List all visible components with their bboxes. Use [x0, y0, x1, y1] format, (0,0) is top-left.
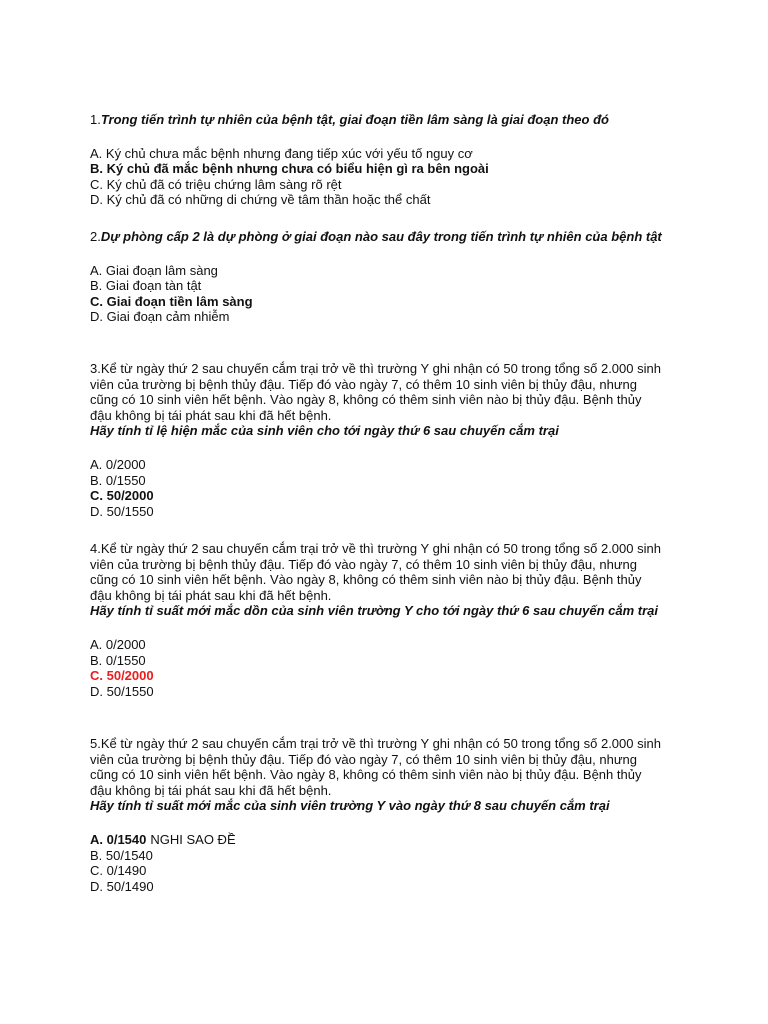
- option-d: D. Ký chủ đã có những di chứng về tâm thần hoặc thể chất: [90, 192, 431, 208]
- question-4-number: 4.: [90, 541, 101, 556]
- question-4-context: [90, 541, 662, 603]
- question-5-number: 5.: [90, 736, 101, 751]
- option-a: A. 0/2000: [90, 456, 146, 472]
- question-1-options: [90, 146, 662, 208]
- question-1-stem: [90, 112, 662, 128]
- question-5: [90, 736, 662, 894]
- option-a-text: A. 0/1540: [90, 831, 147, 847]
- question-2: [90, 229, 662, 325]
- question-3-number: 3.: [90, 361, 101, 376]
- question-4-text: Hãy tính tỉ suất mới mắc dồn của sinh viên trường Y cho tới ngày thứ 6 sau chuyến cắm trại: [90, 603, 659, 619]
- question-4-options: [90, 637, 662, 699]
- answer-note: NGHI SAO ĐỀ: [150, 831, 236, 847]
- option-a: A. 0/2000: [90, 636, 146, 652]
- question-5-text: Hãy tính tỉ suất mới mắc của sinh viên trường Y vào ngày thứ 8 sau chuyến cắm trại: [90, 798, 610, 814]
- question-5-stem: [90, 798, 662, 814]
- question-4: [90, 541, 662, 699]
- question-3: [90, 361, 662, 519]
- option-c: C. 50/2000: [90, 668, 154, 684]
- question-3-text: Hãy tính tỉ lệ hiện mắc của sinh viên cho tới ngày thứ 6 sau chuyến cắm trại: [90, 423, 559, 439]
- option-c: C. Ký chủ đã có triệu chứng lâm sàng rõ rệt: [90, 176, 342, 192]
- option-a: A. Giai đoạn lâm sàng: [90, 262, 218, 278]
- question-5-context: [90, 736, 662, 798]
- option-a: [90, 832, 662, 848]
- option-d: D. 50/1490: [90, 878, 154, 894]
- option-b: B. Giai đoạn tàn tật: [90, 278, 202, 294]
- option-a: A. Ký chủ chưa mắc bệnh nhưng đang tiếp xúc với yếu tố nguy cơ: [90, 145, 473, 161]
- question-2-text: Dự phòng cấp 2 là dự phòng ở giai đoạn nào sau đây trong tiến trình tự nhiên của bệnh tật: [100, 229, 662, 244]
- option-d: D. 50/1550: [90, 683, 154, 699]
- option-d: D. Giai đoạn cảm nhiễm: [90, 309, 230, 325]
- option-b: B. 50/1540: [90, 847, 153, 863]
- option-b: B. Ký chủ đã mắc bệnh nhưng chưa có biểu hiện gì ra bên ngoài: [90, 161, 489, 177]
- question-3-context: [90, 361, 662, 423]
- question-5-options: [90, 832, 662, 894]
- question-2-number: 2.: [90, 229, 101, 244]
- question-1: [90, 112, 662, 208]
- question-3-options: [90, 457, 662, 519]
- question-3-context-text: Kể từ ngày thứ 2 sau chuyến cắm trại trở về thì trường Y ghi nhận có 50 trong tổng số 2.000 sinh viên của trường bị bệnh thủy đậu. Tiếp đó vào ngày 7, có thêm 10 sinh viên bị thủy đậu, nhưng cũng có 10 sinh viên hết bệnh. Vào ngày 8, không có thêm sinh viên nào bị thủy đậu. Bệnh thủy đậu không bị tái phát sau khi đã hết bệnh.: [90, 361, 661, 423]
- option-c: C. Giai đoạn tiền lâm sàng: [90, 293, 253, 309]
- option-b: B. 0/1550: [90, 652, 146, 668]
- option-c: C. 0/1490: [90, 863, 147, 879]
- option-b: B. 0/1550: [90, 472, 146, 488]
- question-1-number: 1.: [90, 112, 101, 127]
- question-4-context-text: Kể từ ngày thứ 2 sau chuyến cắm trại trở về thì trường Y ghi nhận có 50 trong tổng số 2.000 sinh viên của trường bị bệnh thủy đậu. Tiếp đó vào ngày 7, có thêm 10 sinh viên bị thủy đậu, nhưng cũng có 10 sinh viên hết bệnh. Vào ngày 8, không có thêm sinh viên nào bị thủy đậu. Bệnh thủy đậu không bị tái phát sau khi đã hết bệnh.: [90, 541, 661, 603]
- question-3-stem: [90, 423, 662, 439]
- question-4-stem: [90, 603, 662, 619]
- question-2-stem: [90, 229, 662, 245]
- option-d: D. 50/1550: [90, 503, 154, 519]
- question-2-options: [90, 263, 662, 325]
- question-5-context-text: Kể từ ngày thứ 2 sau chuyến cắm trại trở về thì trường Y ghi nhận có 50 trong tổng số 2.000 sinh viên của trường bị bệnh thủy đậu. Tiếp đó vào ngày 7, có thêm 10 sinh viên bị thủy đậu, nhưng cũng có 10 sinh viên hết bệnh. Vào ngày 8, không có thêm sinh viên nào bị thủy đậu. Bệnh thủy đậu không bị tái phát sau khi đã hết bệnh.: [90, 736, 661, 798]
- question-1-text: Trong tiến trình tự nhiên của bệnh tật, giai đoạn tiền lâm sàng là giai đoạn theo đó: [100, 112, 609, 127]
- option-c: C. 50/2000: [90, 488, 154, 504]
